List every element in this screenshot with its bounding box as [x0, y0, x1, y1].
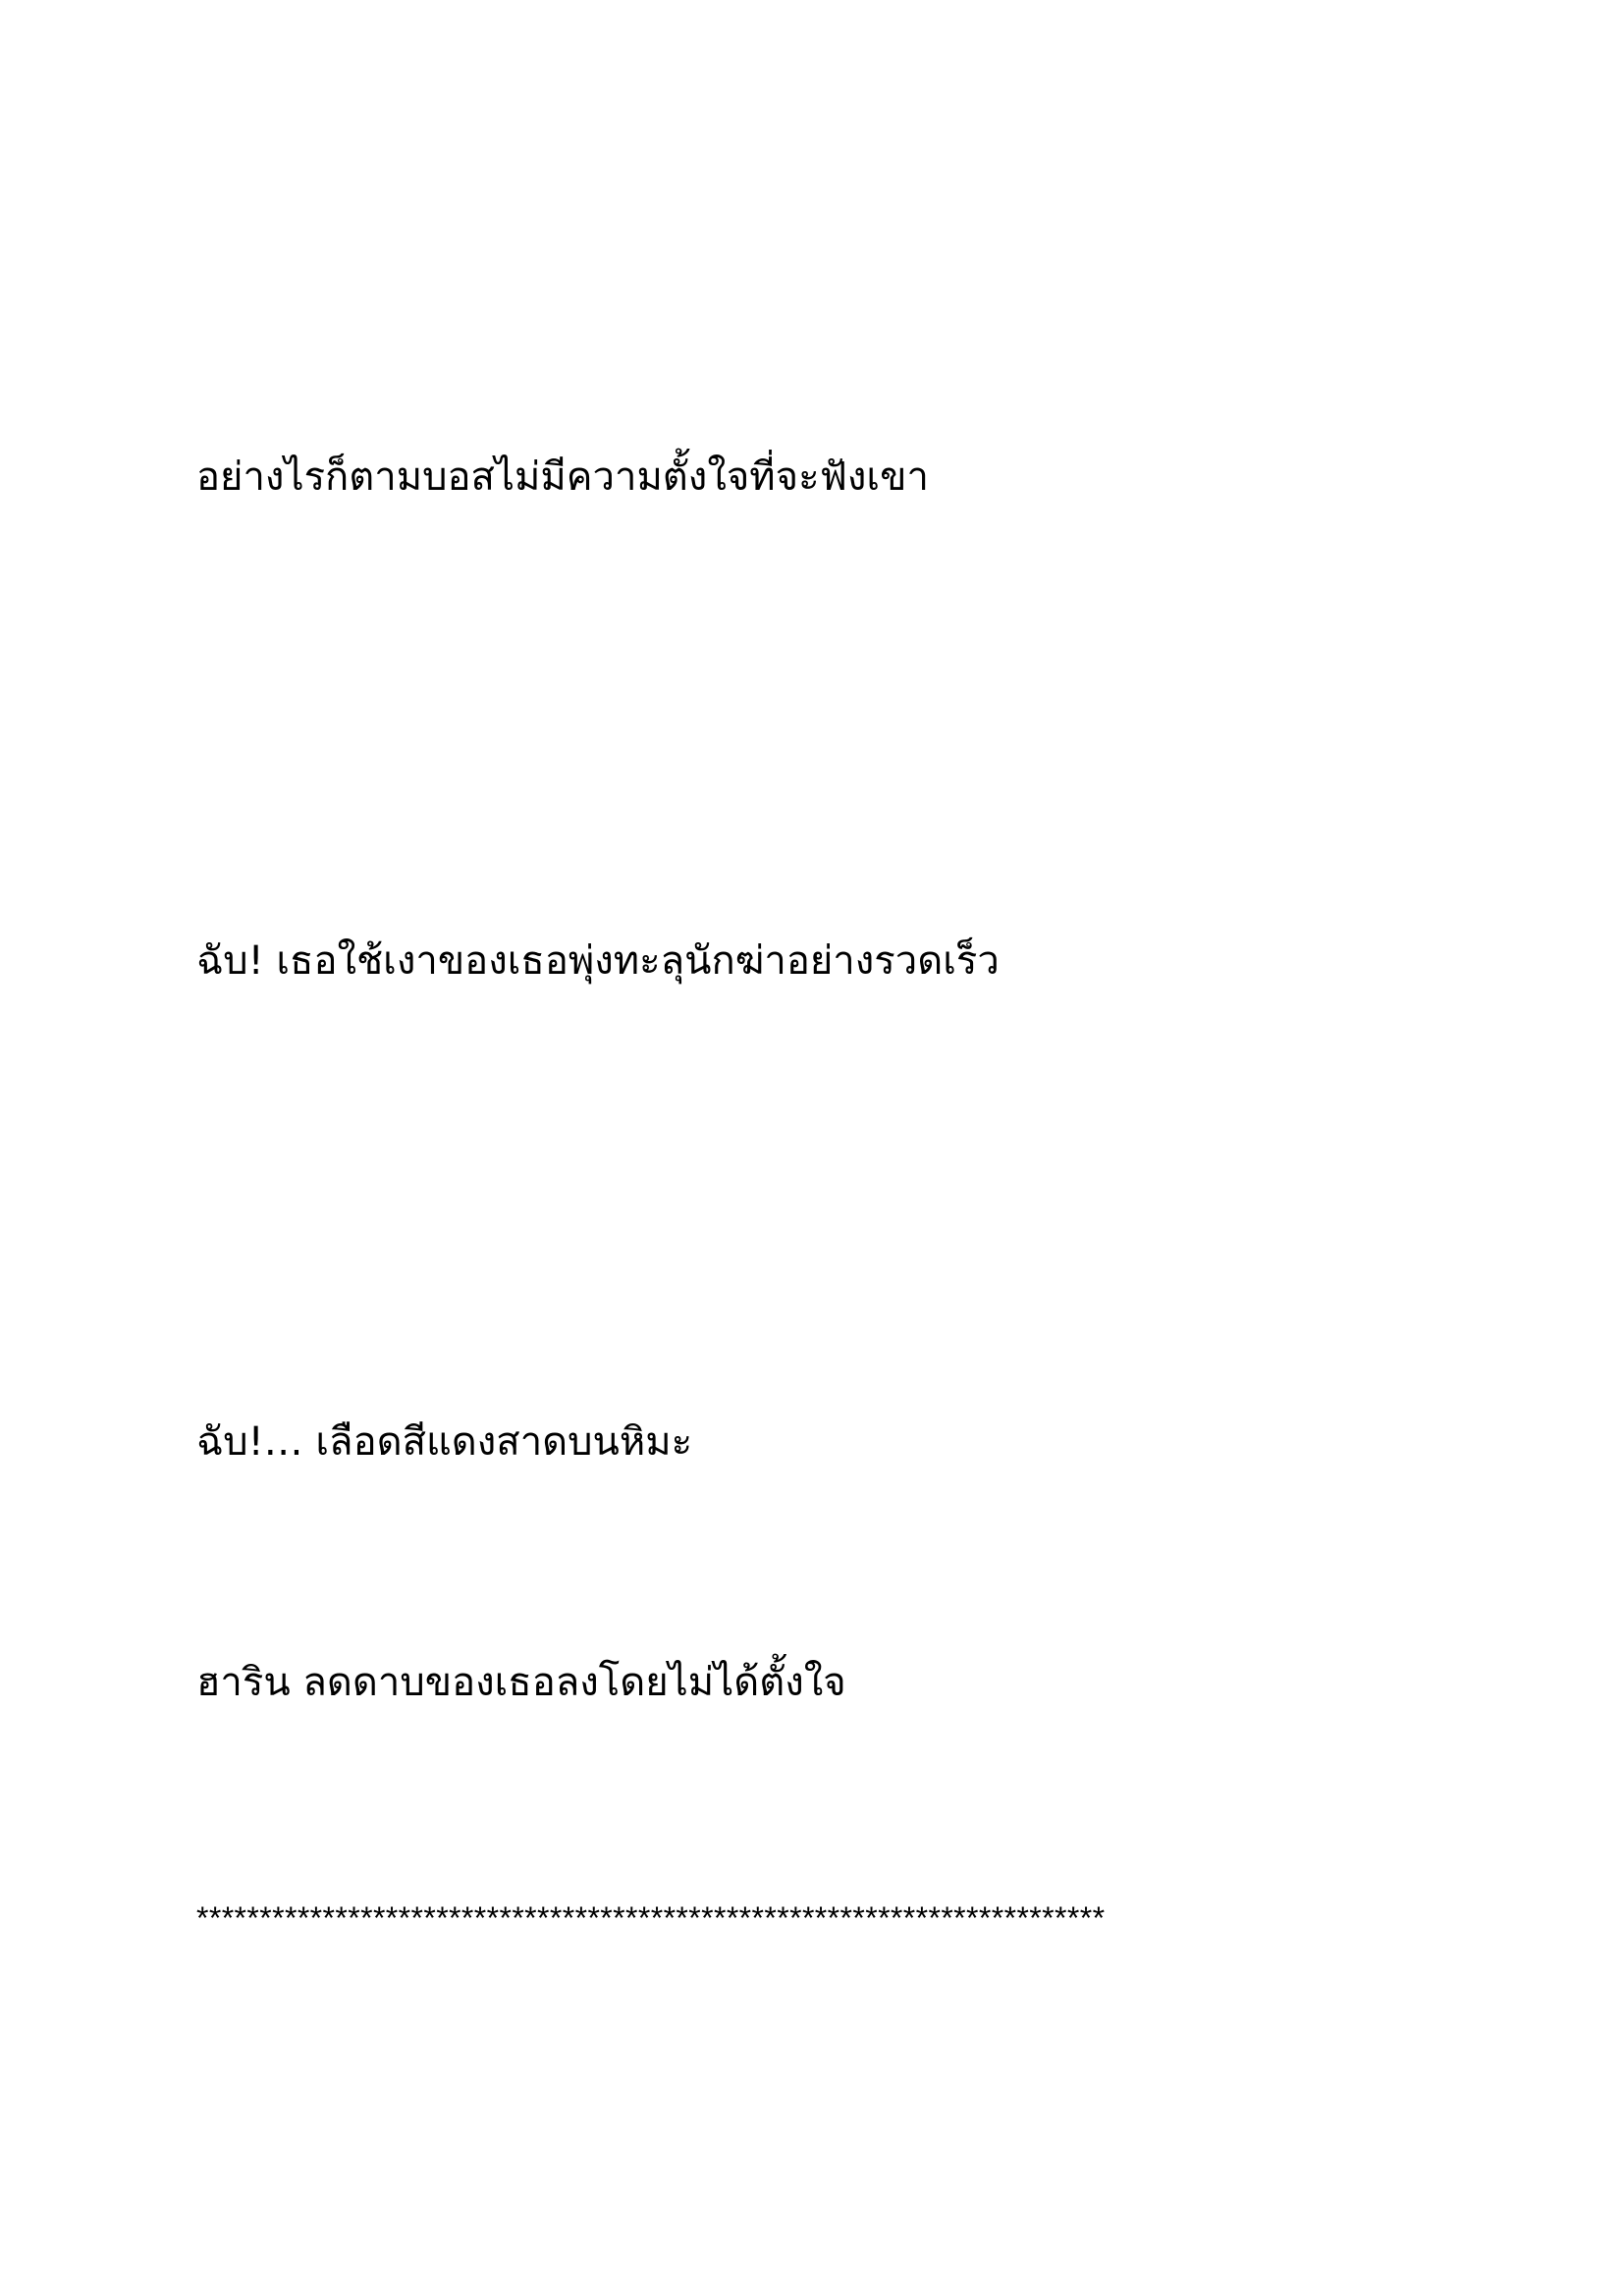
paragraph-3: ฉับ!… เลือดสีแดงสาดบนหิมะ	[196, 1419, 693, 1465]
paragraph-1: อย่างไรก็ตามบอสไม่มีความตั้งใจที่จะฟังเขา	[196, 454, 929, 500]
paragraph-4: ฮาริน ลดดาบของเธอลงโดยไม่ได้ตั้งใจ	[196, 1660, 846, 1705]
section-separator: ************************************************************************	[196, 1900, 1106, 1936]
paragraph-2: ฉับ! เธอใช้เงาของเธอพุ่งทะลุนักฆ่าอย่างรวดเร็ว	[196, 938, 1000, 984]
